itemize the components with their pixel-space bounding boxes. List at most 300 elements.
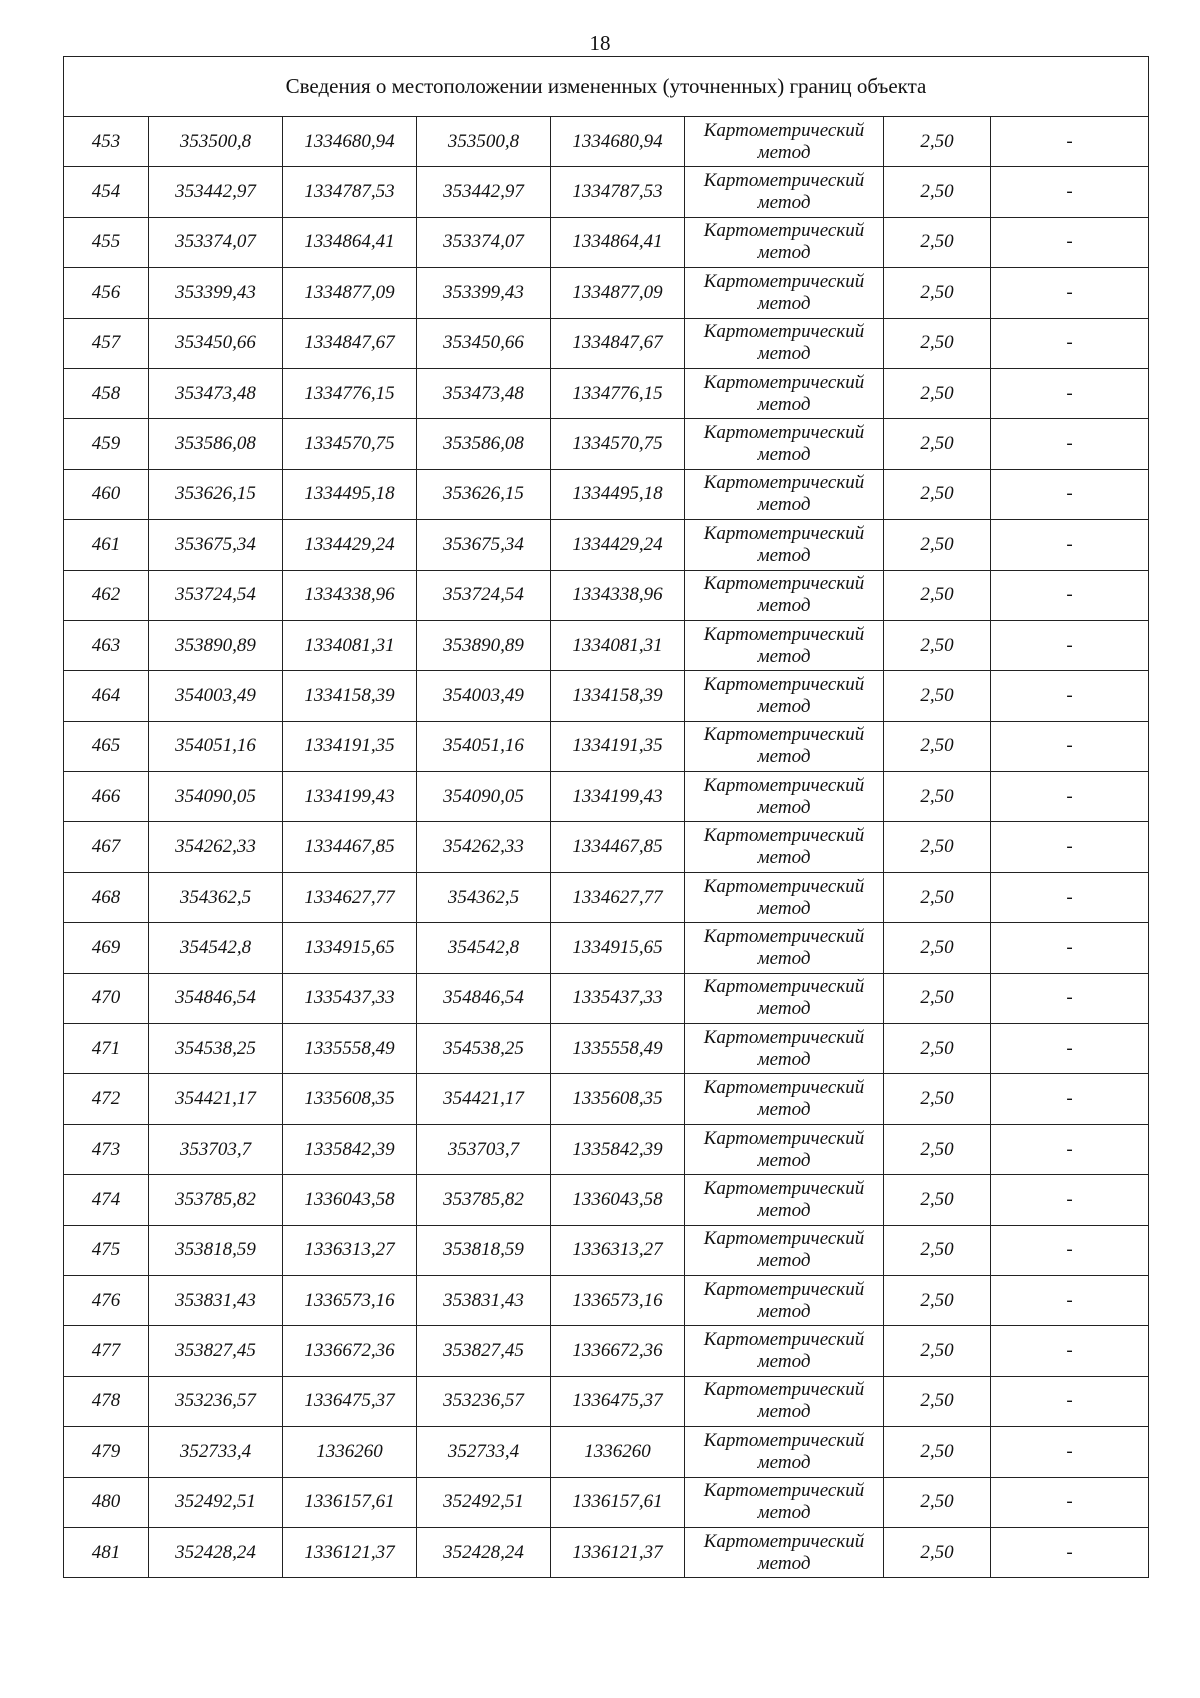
- existing-x-cell: 354538,25: [149, 1024, 283, 1074]
- refined-y-cell: 1335608,35: [551, 1074, 685, 1124]
- method-cell: [685, 671, 884, 721]
- table-title-row: [64, 57, 1149, 117]
- method-line-1: Картометрический: [703, 573, 865, 595]
- method-cell: [685, 520, 884, 570]
- refined-x-cell: 353675,34: [417, 520, 551, 570]
- note-cell: -: [991, 117, 1149, 167]
- method-line-2: метод: [757, 998, 811, 1020]
- method-line-2: метод: [757, 1351, 811, 1373]
- method-line-1: Картометрический: [703, 1329, 865, 1351]
- accuracy-cell: 2,50: [884, 469, 991, 519]
- refined-x-cell: 353831,43: [417, 1275, 551, 1325]
- point-number-cell: 481: [64, 1527, 149, 1577]
- accuracy-cell: 2,50: [884, 822, 991, 872]
- table-row: [64, 923, 1149, 973]
- method-line-1: Картометрический: [703, 825, 865, 847]
- method-line-1: Картометрический: [703, 1480, 865, 1502]
- note-cell: -: [991, 872, 1149, 922]
- refined-y-cell: 1334081,31: [551, 620, 685, 670]
- method-cell: [685, 1074, 884, 1124]
- existing-y-cell: 1334627,77: [283, 872, 417, 922]
- method-line-1: Картометрический: [703, 119, 865, 141]
- method-line-2: метод: [757, 343, 811, 365]
- point-number-cell: 454: [64, 167, 149, 217]
- point-number-cell: 463: [64, 620, 149, 670]
- refined-y-cell: 1336121,37: [551, 1527, 685, 1577]
- note-cell: -: [991, 1124, 1149, 1174]
- method-line-1: Картометрический: [703, 371, 865, 393]
- note-cell: -: [991, 1376, 1149, 1426]
- accuracy-cell: 2,50: [884, 570, 991, 620]
- method-line-1: Картометрический: [703, 321, 865, 343]
- method-cell: [685, 167, 884, 217]
- refined-x-cell: 353785,82: [417, 1175, 551, 1225]
- existing-y-cell: 1336260: [283, 1427, 417, 1477]
- method-line-1: Картометрический: [703, 673, 865, 695]
- method-line-1: Картометрический: [703, 220, 865, 242]
- existing-x-cell: 352733,4: [149, 1427, 283, 1477]
- existing-x-cell: 353724,54: [149, 570, 283, 620]
- existing-y-cell: 1334776,15: [283, 368, 417, 418]
- table-row: [64, 1326, 1149, 1376]
- method-cell: [685, 570, 884, 620]
- existing-y-cell: 1334915,65: [283, 923, 417, 973]
- method-line-1: Картометрический: [703, 1530, 865, 1552]
- method-cell: [685, 469, 884, 519]
- note-cell: -: [991, 1074, 1149, 1124]
- existing-x-cell: 354090,05: [149, 772, 283, 822]
- method-cell: [685, 1275, 884, 1325]
- point-number-cell: 477: [64, 1326, 149, 1376]
- note-cell: -: [991, 1275, 1149, 1325]
- refined-x-cell: 353626,15: [417, 469, 551, 519]
- method-line-2: метод: [757, 1552, 811, 1574]
- accuracy-cell: 2,50: [884, 1326, 991, 1376]
- note-cell: -: [991, 620, 1149, 670]
- note-cell: -: [991, 570, 1149, 620]
- point-number-cell: 457: [64, 318, 149, 368]
- existing-y-cell: 1336672,36: [283, 1326, 417, 1376]
- refined-y-cell: 1334787,53: [551, 167, 685, 217]
- method-line-2: метод: [757, 292, 811, 314]
- existing-y-cell: 1335842,39: [283, 1124, 417, 1174]
- point-number-cell: 467: [64, 822, 149, 872]
- existing-x-cell: 353586,08: [149, 419, 283, 469]
- refined-x-cell: 353827,45: [417, 1326, 551, 1376]
- existing-y-cell: 1334338,96: [283, 570, 417, 620]
- table-row: [64, 1074, 1149, 1124]
- method-line-2: метод: [757, 242, 811, 264]
- note-cell: -: [991, 167, 1149, 217]
- point-number-cell: 472: [64, 1074, 149, 1124]
- existing-y-cell: 1334787,53: [283, 167, 417, 217]
- existing-x-cell: 354262,33: [149, 822, 283, 872]
- point-number-cell: 471: [64, 1024, 149, 1074]
- method-cell: [685, 368, 884, 418]
- table-row: [64, 217, 1149, 267]
- method-cell: [685, 772, 884, 822]
- table-row: [64, 117, 1149, 167]
- existing-y-cell: 1334877,09: [283, 268, 417, 318]
- accuracy-cell: 2,50: [884, 973, 991, 1023]
- table-row: [64, 167, 1149, 217]
- note-cell: -: [991, 268, 1149, 318]
- existing-x-cell: 353703,7: [149, 1124, 283, 1174]
- note-cell: -: [991, 318, 1149, 368]
- method-line-2: метод: [757, 1401, 811, 1423]
- method-line-2: метод: [757, 796, 811, 818]
- table-row: [64, 1275, 1149, 1325]
- method-line-1: Картометрический: [703, 976, 865, 998]
- accuracy-cell: 2,50: [884, 419, 991, 469]
- method-line-1: Картометрический: [703, 1429, 865, 1451]
- table-row: [64, 1124, 1149, 1174]
- note-cell: -: [991, 1175, 1149, 1225]
- existing-x-cell: 354421,17: [149, 1074, 283, 1124]
- table-row: [64, 1527, 1149, 1577]
- accuracy-cell: 2,50: [884, 268, 991, 318]
- table-row: [64, 1175, 1149, 1225]
- refined-x-cell: 353450,66: [417, 318, 551, 368]
- existing-x-cell: 353626,15: [149, 469, 283, 519]
- refined-y-cell: 1335558,49: [551, 1024, 685, 1074]
- existing-x-cell: 353827,45: [149, 1326, 283, 1376]
- method-line-2: метод: [757, 947, 811, 969]
- accuracy-cell: 2,50: [884, 923, 991, 973]
- accuracy-cell: 2,50: [884, 217, 991, 267]
- method-cell: [685, 923, 884, 973]
- existing-x-cell: 352492,51: [149, 1477, 283, 1527]
- existing-x-cell: 354003,49: [149, 671, 283, 721]
- method-cell: [685, 872, 884, 922]
- method-line-1: Картометрический: [703, 1379, 865, 1401]
- existing-y-cell: 1336121,37: [283, 1527, 417, 1577]
- refined-x-cell: 354051,16: [417, 721, 551, 771]
- method-line-1: Картометрический: [703, 170, 865, 192]
- method-line-2: метод: [757, 746, 811, 768]
- method-line-1: Картометрический: [703, 1228, 865, 1250]
- table-row: [64, 822, 1149, 872]
- note-cell: -: [991, 721, 1149, 771]
- refined-x-cell: 353442,97: [417, 167, 551, 217]
- existing-y-cell: 1336043,58: [283, 1175, 417, 1225]
- refined-x-cell: 354003,49: [417, 671, 551, 721]
- refined-x-cell: 352492,51: [417, 1477, 551, 1527]
- method-line-1: Картометрический: [703, 472, 865, 494]
- method-line-1: Картометрический: [703, 522, 865, 544]
- refined-y-cell: 1336260: [551, 1427, 685, 1477]
- refined-y-cell: 1336475,37: [551, 1376, 685, 1426]
- method-cell: [685, 318, 884, 368]
- method-cell: [685, 721, 884, 771]
- refined-y-cell: 1336573,16: [551, 1275, 685, 1325]
- refined-y-cell: 1334680,94: [551, 117, 685, 167]
- table-title: Сведения о местоположении измененных (уточненных) границ объекта: [64, 57, 1149, 117]
- refined-y-cell: 1336672,36: [551, 1326, 685, 1376]
- method-line-1: Картометрический: [703, 1177, 865, 1199]
- existing-y-cell: 1334680,94: [283, 117, 417, 167]
- existing-y-cell: 1334495,18: [283, 469, 417, 519]
- existing-y-cell: 1334158,39: [283, 671, 417, 721]
- method-line-2: метод: [757, 192, 811, 214]
- method-line-1: Картометрический: [703, 774, 865, 796]
- method-line-2: метод: [757, 1099, 811, 1121]
- method-line-1: Картометрический: [703, 1127, 865, 1149]
- method-line-2: метод: [757, 1199, 811, 1221]
- existing-x-cell: 353831,43: [149, 1275, 283, 1325]
- point-number-cell: 455: [64, 217, 149, 267]
- existing-x-cell: 353442,97: [149, 167, 283, 217]
- method-line-1: Картометрический: [703, 270, 865, 292]
- table-row: [64, 368, 1149, 418]
- method-line-2: метод: [757, 1451, 811, 1473]
- point-number-cell: 466: [64, 772, 149, 822]
- method-cell: [685, 973, 884, 1023]
- note-cell: -: [991, 419, 1149, 469]
- note-cell: -: [991, 469, 1149, 519]
- method-line-1: Картометрический: [703, 875, 865, 897]
- accuracy-cell: 2,50: [884, 1427, 991, 1477]
- point-number-cell: 456: [64, 268, 149, 318]
- refined-x-cell: 353818,59: [417, 1225, 551, 1275]
- existing-x-cell: 354051,16: [149, 721, 283, 771]
- method-cell: [685, 1225, 884, 1275]
- point-number-cell: 459: [64, 419, 149, 469]
- note-cell: -: [991, 822, 1149, 872]
- refined-y-cell: 1334915,65: [551, 923, 685, 973]
- table-row: [64, 620, 1149, 670]
- existing-x-cell: 354362,5: [149, 872, 283, 922]
- method-cell: [685, 268, 884, 318]
- method-line-2: метод: [757, 645, 811, 667]
- table-row: [64, 772, 1149, 822]
- refined-y-cell: 1336313,27: [551, 1225, 685, 1275]
- refined-x-cell: 353703,7: [417, 1124, 551, 1174]
- method-line-1: Картометрический: [703, 623, 865, 645]
- existing-y-cell: 1334429,24: [283, 520, 417, 570]
- existing-x-cell: 353374,07: [149, 217, 283, 267]
- table-row: [64, 973, 1149, 1023]
- table-row: [64, 1427, 1149, 1477]
- accuracy-cell: 2,50: [884, 167, 991, 217]
- note-cell: -: [991, 1427, 1149, 1477]
- point-number-cell: 474: [64, 1175, 149, 1225]
- existing-x-cell: 353818,59: [149, 1225, 283, 1275]
- existing-x-cell: 353500,8: [149, 117, 283, 167]
- accuracy-cell: 2,50: [884, 1225, 991, 1275]
- refined-x-cell: 354362,5: [417, 872, 551, 922]
- refined-x-cell: 354542,8: [417, 923, 551, 973]
- table-row: [64, 721, 1149, 771]
- accuracy-cell: 2,50: [884, 671, 991, 721]
- accuracy-cell: 2,50: [884, 1175, 991, 1225]
- existing-y-cell: 1336475,37: [283, 1376, 417, 1426]
- refined-y-cell: 1336043,58: [551, 1175, 685, 1225]
- method-line-2: метод: [757, 1502, 811, 1524]
- method-line-1: Картометрический: [703, 724, 865, 746]
- accuracy-cell: 2,50: [884, 1124, 991, 1174]
- refined-y-cell: 1334429,24: [551, 520, 685, 570]
- existing-x-cell: 353399,43: [149, 268, 283, 318]
- refined-y-cell: 1334847,67: [551, 318, 685, 368]
- point-number-cell: 478: [64, 1376, 149, 1426]
- method-line-2: метод: [757, 444, 811, 466]
- table-row: [64, 268, 1149, 318]
- refined-y-cell: 1336157,61: [551, 1477, 685, 1527]
- accuracy-cell: 2,50: [884, 620, 991, 670]
- existing-y-cell: 1336573,16: [283, 1275, 417, 1325]
- method-cell: [685, 1175, 884, 1225]
- refined-y-cell: 1334199,43: [551, 772, 685, 822]
- accuracy-cell: 2,50: [884, 1024, 991, 1074]
- note-cell: -: [991, 1326, 1149, 1376]
- table-row: [64, 1225, 1149, 1275]
- point-number-cell: 458: [64, 368, 149, 418]
- refined-x-cell: 353236,57: [417, 1376, 551, 1426]
- refined-x-cell: 353374,07: [417, 217, 551, 267]
- refined-x-cell: 352428,24: [417, 1527, 551, 1577]
- existing-y-cell: 1336157,61: [283, 1477, 417, 1527]
- existing-y-cell: 1334191,35: [283, 721, 417, 771]
- point-number-cell: 479: [64, 1427, 149, 1477]
- refined-y-cell: 1334776,15: [551, 368, 685, 418]
- refined-x-cell: 353586,08: [417, 419, 551, 469]
- method-line-1: Картометрический: [703, 422, 865, 444]
- existing-x-cell: 353236,57: [149, 1376, 283, 1426]
- method-cell: [685, 1427, 884, 1477]
- refined-y-cell: 1335842,39: [551, 1124, 685, 1174]
- method-line-2: метод: [757, 1250, 811, 1272]
- method-line-2: метод: [757, 847, 811, 869]
- note-cell: -: [991, 973, 1149, 1023]
- point-number-cell: 468: [64, 872, 149, 922]
- point-number-cell: 470: [64, 973, 149, 1023]
- method-cell: [685, 117, 884, 167]
- point-number-cell: 469: [64, 923, 149, 973]
- refined-x-cell: 354421,17: [417, 1074, 551, 1124]
- refined-x-cell: 353500,8: [417, 117, 551, 167]
- refined-x-cell: 353890,89: [417, 620, 551, 670]
- note-cell: -: [991, 368, 1149, 418]
- accuracy-cell: 2,50: [884, 117, 991, 167]
- accuracy-cell: 2,50: [884, 1275, 991, 1325]
- existing-x-cell: 352428,24: [149, 1527, 283, 1577]
- method-cell: [685, 1326, 884, 1376]
- refined-y-cell: 1334191,35: [551, 721, 685, 771]
- refined-y-cell: 1334864,41: [551, 217, 685, 267]
- method-line-2: метод: [757, 141, 811, 163]
- method-cell: [685, 1124, 884, 1174]
- page-number: 18: [589, 31, 611, 55]
- method-line-2: метод: [757, 393, 811, 415]
- method-line-2: метод: [757, 544, 811, 566]
- refined-x-cell: 353473,48: [417, 368, 551, 418]
- point-number-cell: 473: [64, 1124, 149, 1174]
- accuracy-cell: 2,50: [884, 318, 991, 368]
- method-line-2: метод: [757, 1300, 811, 1322]
- method-line-1: Картометрический: [703, 1278, 865, 1300]
- refined-x-cell: 354262,33: [417, 822, 551, 872]
- existing-x-cell: 353890,89: [149, 620, 283, 670]
- method-cell: [685, 1527, 884, 1577]
- note-cell: -: [991, 1477, 1149, 1527]
- existing-y-cell: 1335608,35: [283, 1074, 417, 1124]
- method-line-2: метод: [757, 695, 811, 717]
- existing-x-cell: 353675,34: [149, 520, 283, 570]
- table-row: [64, 570, 1149, 620]
- point-number-cell: 480: [64, 1477, 149, 1527]
- note-cell: -: [991, 1225, 1149, 1275]
- note-cell: -: [991, 1024, 1149, 1074]
- method-cell: [685, 822, 884, 872]
- method-cell: [685, 217, 884, 267]
- existing-x-cell: 353473,48: [149, 368, 283, 418]
- accuracy-cell: 2,50: [884, 520, 991, 570]
- point-number-cell: 453: [64, 117, 149, 167]
- note-cell: -: [991, 923, 1149, 973]
- method-line-1: Картометрический: [703, 1026, 865, 1048]
- refined-x-cell: 354090,05: [417, 772, 551, 822]
- existing-x-cell: 354542,8: [149, 923, 283, 973]
- existing-y-cell: 1334864,41: [283, 217, 417, 267]
- point-number-cell: 462: [64, 570, 149, 620]
- method-line-2: метод: [757, 595, 811, 617]
- method-line-2: метод: [757, 1048, 811, 1070]
- point-number-cell: 465: [64, 721, 149, 771]
- existing-y-cell: 1336313,27: [283, 1225, 417, 1275]
- table-row: [64, 469, 1149, 519]
- note-cell: -: [991, 671, 1149, 721]
- existing-y-cell: 1335558,49: [283, 1024, 417, 1074]
- method-cell: [685, 620, 884, 670]
- method-cell: [685, 419, 884, 469]
- note-cell: -: [991, 772, 1149, 822]
- note-cell: -: [991, 520, 1149, 570]
- refined-x-cell: 353724,54: [417, 570, 551, 620]
- existing-y-cell: 1334847,67: [283, 318, 417, 368]
- refined-y-cell: 1334158,39: [551, 671, 685, 721]
- point-number-cell: 476: [64, 1275, 149, 1325]
- table-row: [64, 1376, 1149, 1426]
- existing-x-cell: 353450,66: [149, 318, 283, 368]
- boundary-coordinates-table: [63, 56, 1149, 1578]
- point-number-cell: 460: [64, 469, 149, 519]
- method-line-2: метод: [757, 1149, 811, 1171]
- table-row: [64, 318, 1149, 368]
- refined-y-cell: 1334877,09: [551, 268, 685, 318]
- refined-y-cell: 1334467,85: [551, 822, 685, 872]
- existing-y-cell: 1335437,33: [283, 973, 417, 1023]
- existing-y-cell: 1334467,85: [283, 822, 417, 872]
- table-row: [64, 1477, 1149, 1527]
- existing-y-cell: 1334081,31: [283, 620, 417, 670]
- accuracy-cell: 2,50: [884, 1527, 991, 1577]
- method-line-1: Картометрический: [703, 925, 865, 947]
- note-cell: -: [991, 1527, 1149, 1577]
- refined-y-cell: 1334570,75: [551, 419, 685, 469]
- existing-x-cell: 354846,54: [149, 973, 283, 1023]
- refined-x-cell: 353399,43: [417, 268, 551, 318]
- accuracy-cell: 2,50: [884, 721, 991, 771]
- accuracy-cell: 2,50: [884, 872, 991, 922]
- table-row: [64, 671, 1149, 721]
- method-line-2: метод: [757, 494, 811, 516]
- table-row: [64, 419, 1149, 469]
- existing-y-cell: 1334570,75: [283, 419, 417, 469]
- accuracy-cell: 2,50: [884, 1477, 991, 1527]
- table-row: [64, 1024, 1149, 1074]
- refined-x-cell: 354846,54: [417, 973, 551, 1023]
